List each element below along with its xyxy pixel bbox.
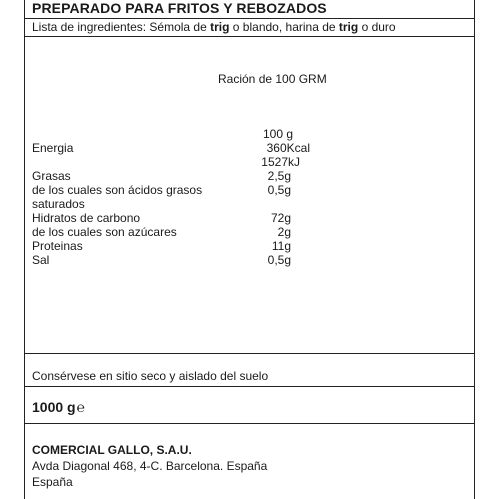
divider-storage: [24, 386, 475, 387]
nutrition-label-proteinas: Proteinas: [32, 239, 83, 253]
divider-weight: [24, 423, 475, 424]
allergen-word-1: trig: [210, 20, 230, 34]
divider-nutrition: [24, 353, 475, 354]
ingredients-suffix: o duro: [358, 20, 396, 34]
portion-size: Ración de 100 GRM: [218, 72, 327, 86]
allergen-word-2: trig: [338, 20, 359, 34]
ingredients-prefix: Lista de ingredientes: Sémola de: [32, 20, 211, 34]
estimated-sign-icon: ℮: [76, 399, 85, 415]
nutrition-value-sal: 0,5g: [267, 253, 291, 267]
divider-ingredients: [24, 36, 475, 37]
net-weight-value: 1000 g: [32, 399, 76, 415]
nutrition-value-kj: 1527kJ: [261, 155, 300, 169]
nutrition-label-saturados: de los cuales son ácidos grasos: [32, 183, 203, 197]
nutrition-value-azucares: 2g: [277, 225, 291, 239]
nutrition-label-sal: Sal: [32, 253, 50, 267]
storage-instructions: Consérvese en sitio seco y aislado del suelo: [32, 369, 269, 383]
nutrition-label-azucares: de los cuales son azúcares: [32, 225, 177, 239]
company-address: Avda Diagonal 468, 4-C. Barcelona. España: [32, 459, 268, 473]
nutrition-label-hidratos: Hidratos de carbono: [32, 211, 141, 225]
nutrition-column-header: 100 g: [263, 127, 294, 141]
nutrition-value-proteinas: 11g: [271, 239, 291, 253]
nutrition-label-saturados-cont: saturados: [32, 197, 85, 211]
company-name: COMERCIAL GALLO, S.A.U.: [32, 443, 192, 457]
nutrition-value-hidratos: 72g: [270, 211, 291, 225]
nutrition-value-grasas: 2,5g: [267, 169, 291, 183]
product-title: PREPARADO PARA FRITOS Y REBOZADOS: [32, 0, 327, 16]
divider-title: [24, 18, 475, 19]
company-country: España: [32, 475, 73, 489]
nutrition-label-energia: Energia: [32, 141, 74, 155]
nutrition-value-kcal: 360Kcal: [266, 141, 310, 155]
nutrition-value-saturados: 0,5g: [267, 183, 291, 197]
ingredients-middle: o blando, harina de: [229, 20, 339, 34]
net-weight: [32, 400, 85, 414]
nutrition-label-grasas: Grasas: [32, 169, 71, 183]
ingredients-list: [32, 20, 396, 34]
